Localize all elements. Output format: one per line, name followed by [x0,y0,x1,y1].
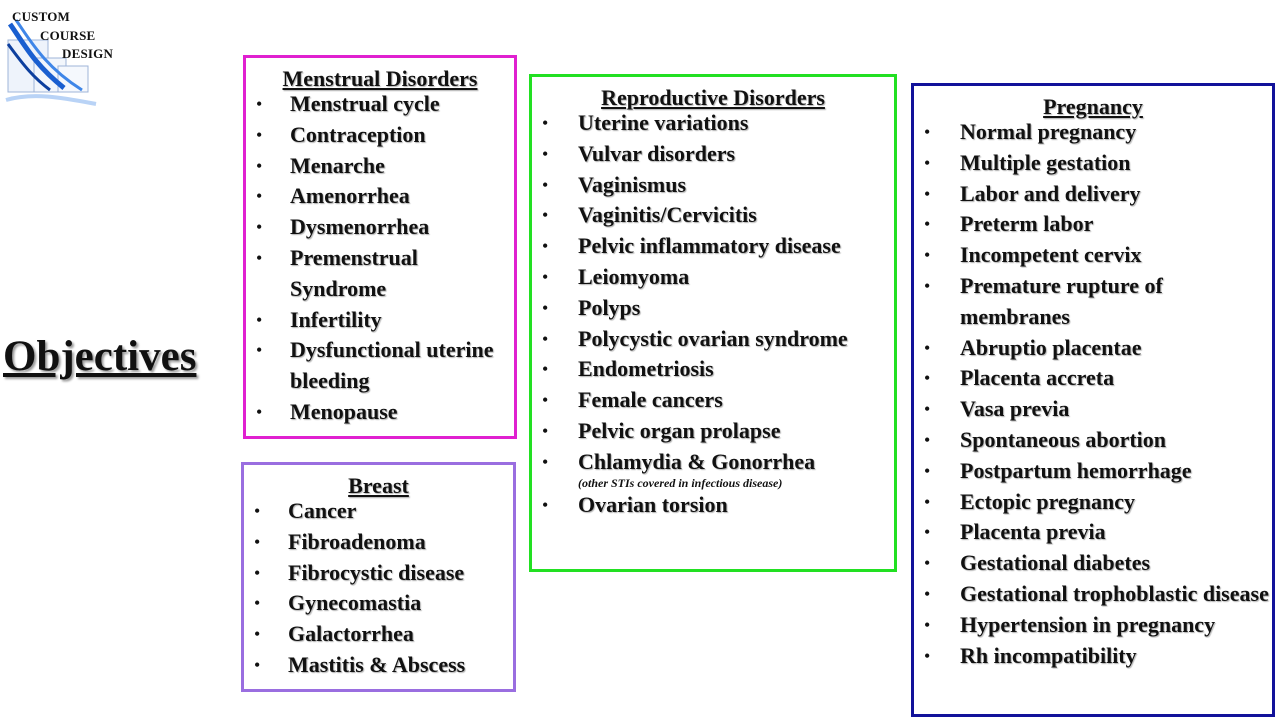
list-item: • Gestational trophoblastic disease [914,579,1272,610]
breast-list [244,496,513,681]
list-item: • Gestational diabetes [914,548,1272,579]
list-item: • Rh incompatibility [914,641,1272,672]
list-item: • Leiomyoma [532,262,894,293]
list-item: • Menarche [246,151,514,182]
list-item: • Vaginismus [532,170,894,201]
list-item: • Female cancers [532,385,894,416]
list-item: • Spontaneous abortion [914,425,1272,456]
list-item: • Ovarian torsion [532,490,894,521]
list-item: • Menstrual cycle [246,89,514,120]
menstrual-disorders-list [246,89,514,428]
list-item: • Normal pregnancy [914,117,1272,148]
list-item: • Polyps [532,293,894,324]
breast-box [241,462,516,692]
list-item: • Fibroadenoma [244,527,513,558]
list-item: • Vaginitis/Cervicitis [532,200,894,231]
logo-line-2: COURSE [40,28,96,43]
list-item: • Preterm labor [914,209,1272,240]
list-item: • Ectopic pregnancy [914,487,1272,518]
list-item: • Fibrocystic disease [244,558,513,589]
list-item: • Gynecomastia [244,588,513,619]
list-item: • Infertility [246,305,514,336]
list-item: • Incompetent cervix [914,240,1272,271]
list-item: • Dysfunctional uterine bleeding [246,335,514,397]
list-item: • Vasa previa [914,394,1272,425]
list-item: • Pelvic organ prolapse [532,416,894,447]
list-item: • Amenorrhea [246,181,514,212]
logo-line-1: CUSTOM [12,9,71,24]
breast-title: Breast [348,473,409,498]
pregnancy-list [914,117,1272,671]
reproductive-disorders-box [529,74,897,572]
list-item: • Premenstrual Syndrome [246,243,514,305]
list-item: • Uterine variations [532,108,894,139]
list-item: • Mastitis & Abscess [244,650,513,681]
menstrual-disorders-title: Menstrual Disorders [282,66,478,91]
list-item-chlamydia [532,447,894,490]
menstrual-disorders-box [243,55,517,439]
list-item: • Menopause [246,397,514,428]
page-title: Objectives [3,333,197,380]
list-item: • Pelvic inflammatory disease [532,231,894,262]
list-item: • Cancer [244,496,513,527]
pregnancy-box [911,83,1275,717]
list-item: • Postpartum hemorrhage [914,456,1272,487]
list-item: • Multiple gestation [914,148,1272,179]
list-item: • Contraception [246,120,514,151]
reproductive-disorders-list [532,108,894,520]
list-item: • Premature rupture of membranes [914,271,1272,333]
list-item: • Endometriosis [532,354,894,385]
list-item: • Placenta accreta [914,363,1272,394]
list-item: • Galactorrhea [244,619,513,650]
list-item: • Polycystic ovarian syndrome [532,324,894,355]
list-item: • Labor and delivery [914,179,1272,210]
list-item-label: Chlamydia & Gonorrhea [578,448,816,474]
reproductive-disorders-title: Reproductive Disorders [601,85,825,110]
list-item: • Placenta previa [914,517,1272,548]
list-item: • Vulvar disorders [532,139,894,170]
custom-course-design-logo [4,4,114,108]
pregnancy-title: Pregnancy [1043,94,1143,119]
list-item: • Hypertension in pregnancy [914,610,1272,641]
logo-line-3: DESIGN [62,46,114,61]
sti-note: (other STIs covered in infectious disease) [578,475,783,490]
list-item: • Abruptio placentae [914,333,1272,364]
list-item: • Dysmenorrhea [246,212,514,243]
